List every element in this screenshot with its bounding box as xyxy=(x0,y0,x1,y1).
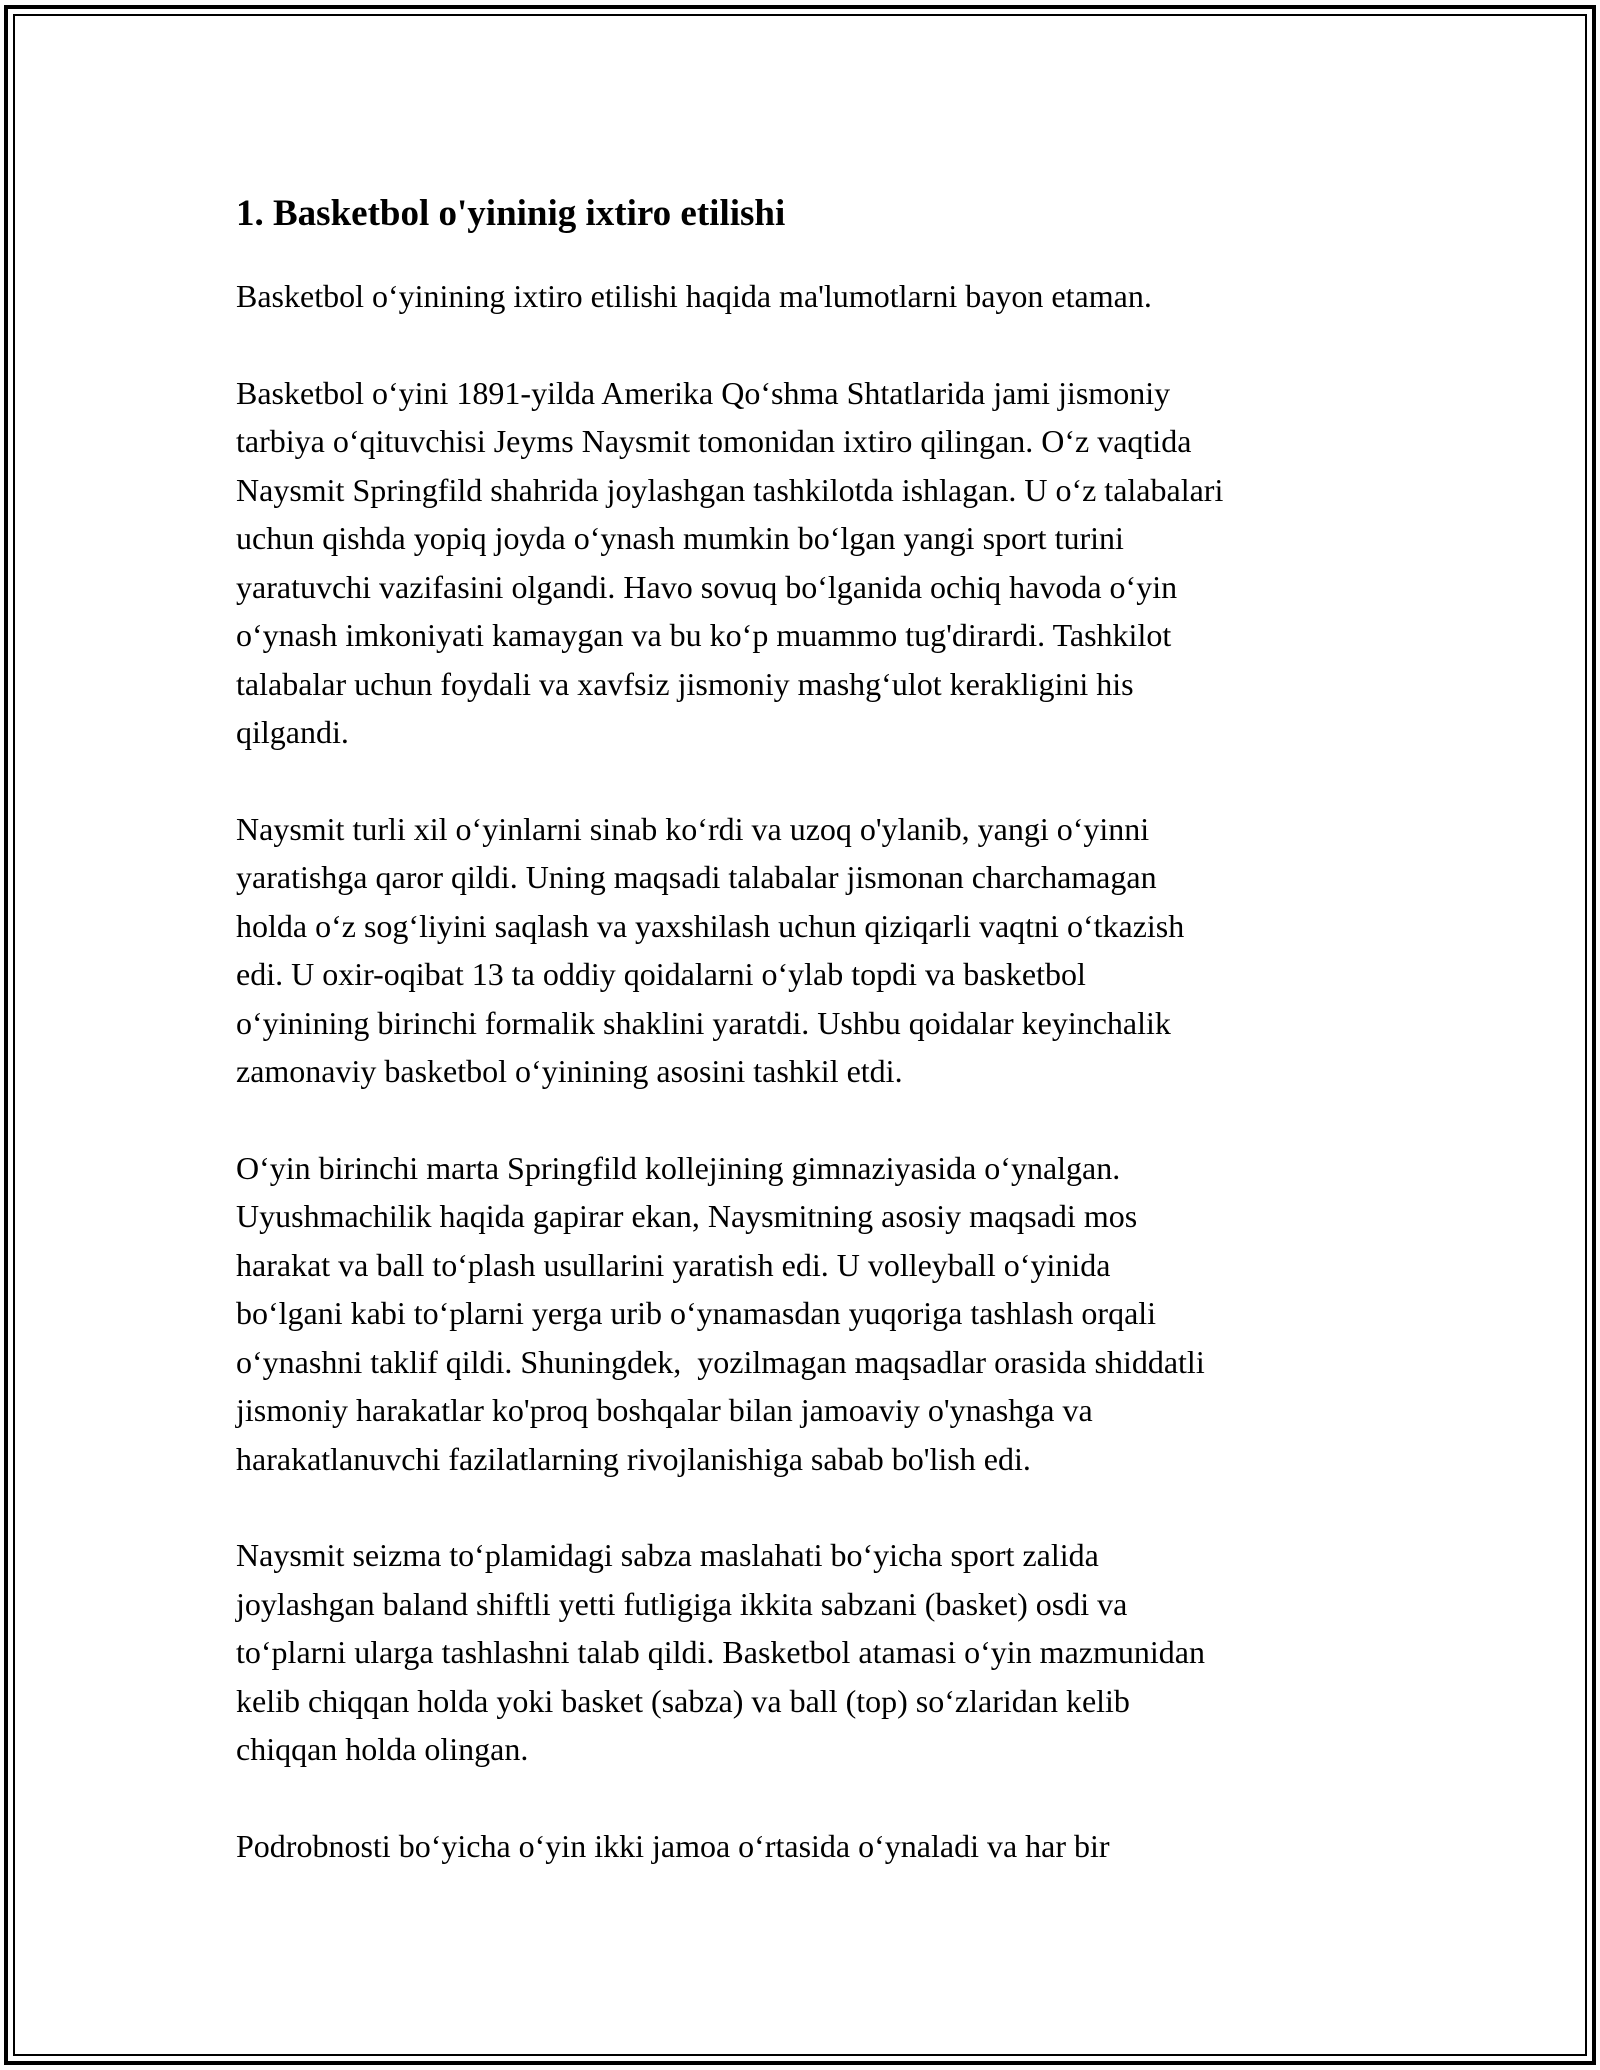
paragraph-rules: Naysmit turli xil o‘yinlarni sinab ko‘rdi va uzoq o'ylanib, yangi o‘yinni yaratishga qaror qildi. Uning maqsadi talabalar jismonan charchamagan holda o‘z sog‘liyini saqlash va yaxshilash uchun qiziqarli vaqtni o‘tkazish edi. U oxir-oqibat 13 ta oddiy qoidalarni o‘ylab topdi va basketbol o‘yinining birinchi formalik shaklini yaratdi. Ushbu qoidalar keyinchalik zamonaviy basketbol o‘yinining asosini tashkil etdi. xyxy=(236,810,1185,1089)
paragraph-first-game: O‘yin birinchi marta Springfild kollejining gimnaziyasida o‘ynalgan. Uyushmachilik haqida gapirar ekan, Naysmitning asosiy maqsadi mos harakat va ball to‘plash usullarini yaratish edi. U volleyball o‘yinida bo‘lgani kabi to‘plarni yerga urib o‘ynamasdan yuqoriga tashlash orqali o‘ynashni taklif qildi. Shuningdek, yozilmagan maqsadlar orasida shiddatli jismoniy harakatlar ko'proq boshqalar bilan jamoaviy o'ynashga va harakatlanuvchi fazilatlarning rivojlanishiga sabab bo'lish edi. xyxy=(236,1149,1205,1477)
paragraph-teams: Podrobnosti bo‘yicha o‘yin ikki jamoa o‘rtasida o‘ynaladi va har bir xyxy=(236,1827,1110,1864)
paragraph-name-origin: Naysmit seizma to‘plamidagi sabza maslahati bo‘yicha sport zalida joylashgan baland shiftli yetti futligiga ikkita sabzani (basket) osdi va to‘plarni ularga tashlashni talab qildi. Basketbol atamasi o‘yin mazmunidan kelib chiqqan holda yoki basket (sabza) va ball (top) so‘zlaridan kelib chiqqan holda olingan. xyxy=(236,1537,1205,1767)
document-body xyxy=(236,186,1386,1918)
paragraph-origin: Basketbol o‘yini 1891-yilda Amerika Qo‘shma Shtatlarida jami jismoniy tarbiya o‘qituvchisi Jeyms Naysmit tomonidan ixtiro qilingan. O‘z vaqtida Naysmit Springfild shahrida joylashgan tashkilotda ishlagan. U o‘z talabalari uchun qishda yopiq joyda o‘ynash mumkin bo‘lgan yangi sport turini yaratuvchi vazifasini olgandi. Havo sovuq bo‘lganida ochiq havoda o‘yin o‘ynash imkoniyati kamaygan va bu ko‘p muammo tug'dirardi. Tashkilot talabalar uchun foydali va xavfsiz jismoniy mashg‘ulot kerakligini his qilgandi. xyxy=(236,374,1224,750)
paragraph-intro: Basketbol o‘yinining ixtiro etilishi haqida ma'lumotlarni bayon etaman. xyxy=(236,278,1152,314)
section-heading: 1. Basketbol o'yininig ixtiro etilishi xyxy=(236,193,786,234)
